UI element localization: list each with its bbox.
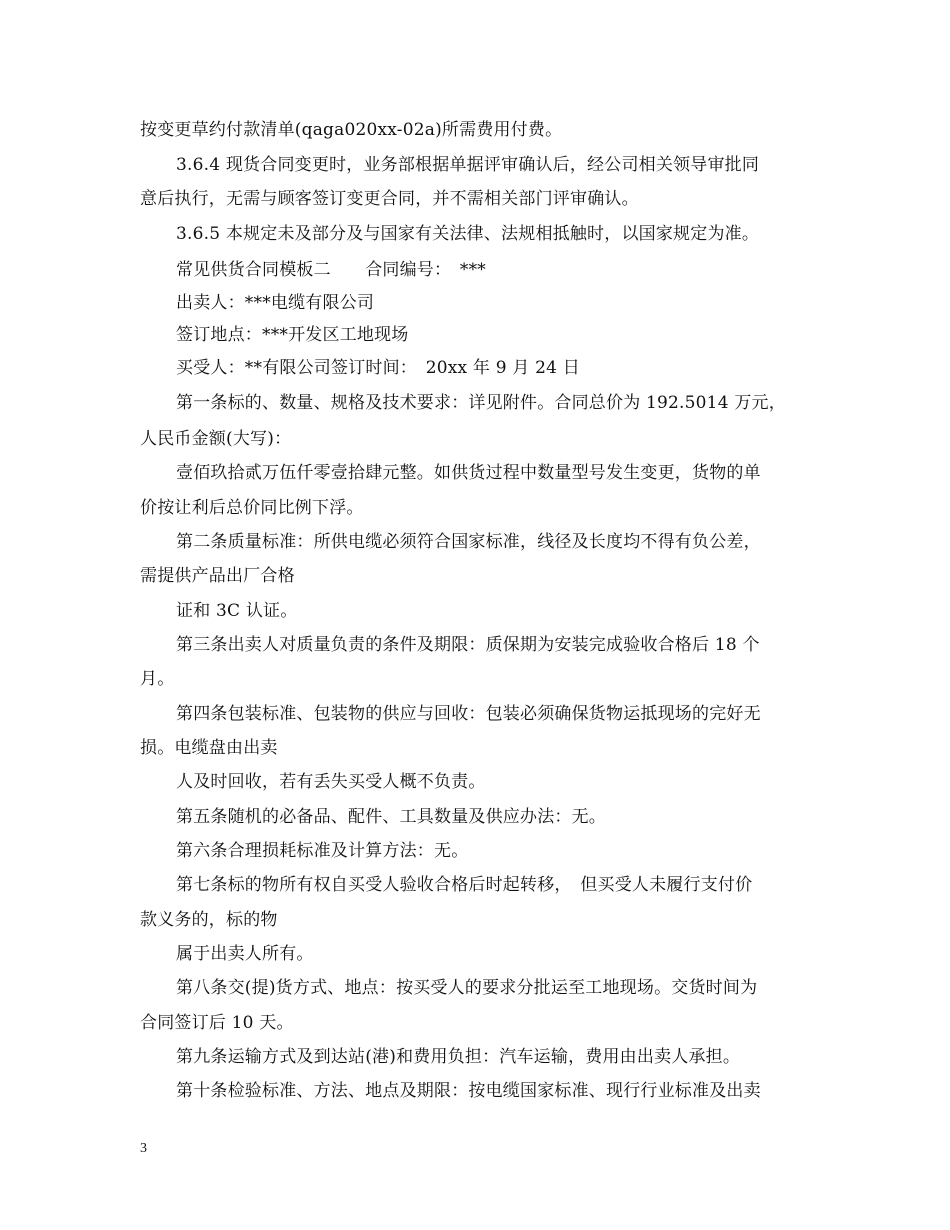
text-line: 人及时回收，若有丢失买受人概不负责。 xyxy=(176,772,486,792)
text-line: 款义务的，标的物 xyxy=(140,910,278,930)
text-line: 第八条交(提)货方式、地点：按买受人的要求分批运至工地现场。交货时间为 xyxy=(176,978,758,998)
text-line: 第二条质量标准：所供电缆必须符合国家标准，线径及长度均不得有负公差， xyxy=(176,532,761,552)
text-line: 第七条标的物所有权自买受人验收合格后时起转移， 但买受人未履行支付价 xyxy=(176,875,753,895)
text-line: 壹佰玖拾贰万伍仟零壹拾肆元整。如供货过程中数量型号发生变更，货物的单 xyxy=(176,463,761,483)
text-line: 3.6.5 本规定未及部分及与国家有关法律、法规相抵触时，以国家规定为准。 xyxy=(176,224,760,244)
page-number: 3 xyxy=(140,1141,147,1156)
text-line: 买受人：**有限公司签订时间： 20xx 年 9 月 24 日 xyxy=(176,358,580,378)
text-line: 常见供货合同模板二 合同编号： *** xyxy=(176,260,486,280)
text-line: 合同签订后 10 天。 xyxy=(140,1013,294,1033)
text-line: 证和 3C 认证。 xyxy=(176,601,298,621)
text-line: 价按让利后总价同比例下浮。 xyxy=(140,498,364,518)
text-line: 月。 xyxy=(140,669,175,689)
text-line: 第四条包装标准、包装物的供应与回收：包装必须确保货物运抵现场的完好无 xyxy=(176,704,761,724)
text-line: 3.6.4 现货合同变更时，业务部根据单据评审确认后，经公司相关领导审批同 xyxy=(176,155,760,175)
text-line: 需提供产品出厂合格 xyxy=(140,566,295,586)
text-line: 第五条随机的必备品、配件、工具数量及供应办法：无。 xyxy=(176,807,606,827)
text-line: 第十条检验标准、方法、地点及期限：按电缆国家标准、现行行业标准及出卖 xyxy=(176,1081,761,1101)
text-line: 第一条标的、数量、规格及技术要求：详见附件。合同总价为 192.5014 万元， xyxy=(176,393,786,413)
text-line: 第九条运输方式及到达站(港)和费用负担：汽车运输，费用由出卖人承担。 xyxy=(176,1047,741,1067)
text-line: 属于出卖人所有。 xyxy=(176,944,314,964)
text-line: 按变更草约付款清单(qaga020xx-02a)所需费用付费。 xyxy=(140,120,563,140)
text-line: 损。电缆盘由出卖 xyxy=(140,738,278,758)
text-line: 第三条出卖人对质量负责的条件及期限：质保期为安装完成验收合格后 18 个 xyxy=(176,635,760,655)
text-line: 人民币金额(大写)： xyxy=(140,429,292,449)
text-line: 出卖人：***电缆有限公司 xyxy=(176,293,375,313)
text-line: 第六条合理损耗标准及计算方法：无。 xyxy=(176,841,469,861)
text-line: 签订地点：***开发区工地现场 xyxy=(176,325,409,345)
text-line: 意后执行，无需与顾客签订变更合同，并不需相关部门评审确认。 xyxy=(140,189,639,209)
